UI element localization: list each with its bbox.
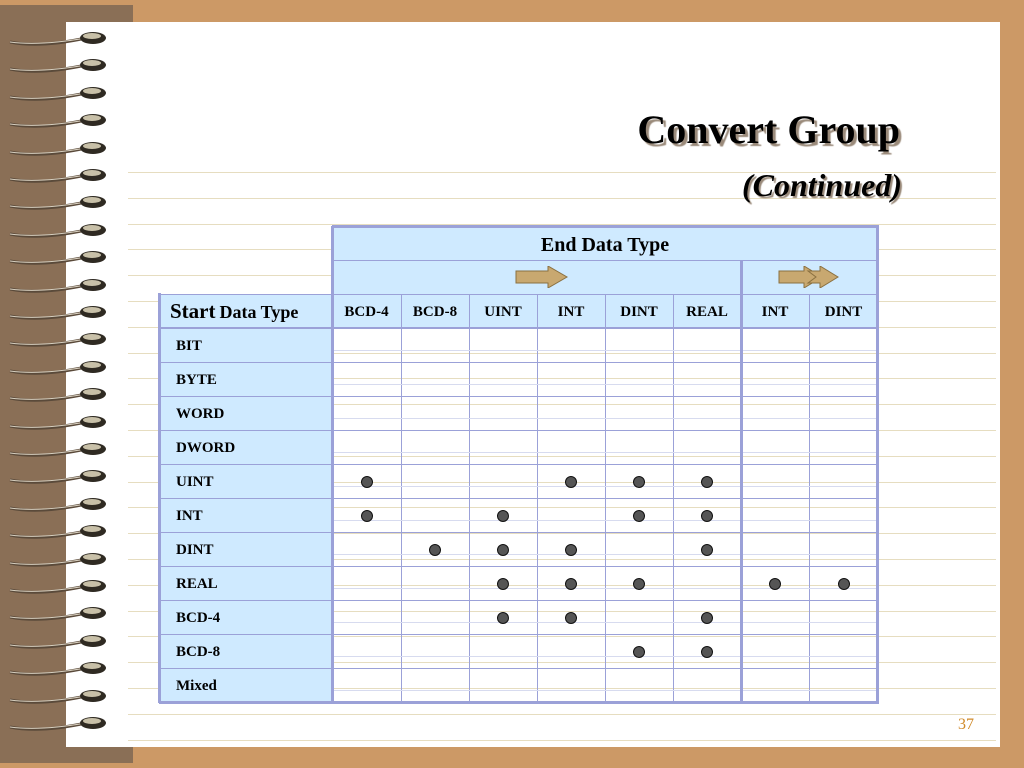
spiral-binding-icon bbox=[0, 83, 112, 105]
cell-rule bbox=[469, 486, 537, 487]
table-cell bbox=[605, 328, 674, 363]
spiral-binding-icon bbox=[0, 192, 112, 214]
cell-rule bbox=[605, 350, 673, 351]
page-subtitle: (Continued) bbox=[741, 167, 902, 203]
cell-rule bbox=[332, 622, 401, 623]
cell-rule bbox=[332, 656, 401, 657]
row-header: REAL bbox=[176, 576, 218, 592]
cell-rule bbox=[469, 350, 537, 351]
table-cell bbox=[809, 600, 879, 635]
cell-rule bbox=[673, 452, 741, 453]
table-cell bbox=[332, 328, 402, 363]
data-type-label: Data Type bbox=[219, 302, 299, 322]
cell-rule bbox=[809, 690, 878, 691]
spiral-binding-icon bbox=[0, 521, 112, 543]
spiral-binding-icon bbox=[0, 686, 112, 708]
cell-rule bbox=[741, 656, 809, 657]
cell-rule bbox=[673, 690, 741, 691]
table-cell bbox=[332, 430, 402, 465]
single-arrow-icon bbox=[515, 266, 569, 288]
row-header: DINT bbox=[176, 542, 214, 558]
cell-rule bbox=[809, 350, 878, 351]
table-border-bottom bbox=[159, 701, 879, 704]
spiral-binding-icon bbox=[0, 55, 112, 77]
table-cell bbox=[809, 328, 879, 363]
cell-rule bbox=[809, 520, 878, 521]
cell-rule bbox=[741, 690, 809, 691]
table-cell bbox=[809, 532, 879, 567]
conversion-dot bbox=[769, 578, 781, 590]
cell-rule bbox=[605, 622, 673, 623]
table-cell bbox=[537, 328, 606, 363]
table-cell bbox=[332, 532, 402, 567]
cell-rule bbox=[537, 690, 605, 691]
table-cell bbox=[401, 634, 470, 669]
cell-rule bbox=[401, 656, 469, 657]
table-cell bbox=[741, 464, 810, 499]
column-header: INT bbox=[761, 304, 789, 320]
table-cell bbox=[537, 396, 606, 431]
table-cell bbox=[469, 430, 538, 465]
cell-rule bbox=[741, 554, 809, 555]
conversion-dot bbox=[633, 578, 645, 590]
cell-rule bbox=[673, 418, 741, 419]
cell-rule bbox=[401, 588, 469, 589]
cell-rule bbox=[401, 384, 469, 385]
page-title: Convert Group bbox=[637, 107, 900, 152]
table-cell bbox=[401, 464, 470, 499]
conversion-dot bbox=[633, 476, 645, 488]
start-type-header bbox=[170, 299, 298, 324]
cell-rule bbox=[537, 418, 605, 419]
table-border-mid bbox=[331, 226, 334, 703]
cell-rule bbox=[741, 418, 809, 419]
row-header: Mixed bbox=[176, 678, 217, 694]
conversion-dot bbox=[633, 646, 645, 658]
row-header: INT bbox=[176, 508, 203, 524]
spiral-binding-icon bbox=[0, 110, 112, 132]
table-cell bbox=[401, 566, 470, 601]
table-cell bbox=[537, 668, 606, 703]
conversion-dot bbox=[701, 510, 713, 522]
cell-rule bbox=[605, 384, 673, 385]
cell-rule bbox=[605, 554, 673, 555]
spiral-binding-icon bbox=[0, 28, 112, 50]
table-cell bbox=[469, 362, 538, 397]
table-cell bbox=[809, 464, 879, 499]
spiral-binding-icon bbox=[0, 138, 112, 160]
cell-rule bbox=[332, 554, 401, 555]
table-cell bbox=[741, 328, 810, 363]
table-cell bbox=[469, 634, 538, 669]
row-header: WORD bbox=[176, 406, 225, 422]
cell-rule bbox=[741, 350, 809, 351]
table-cell bbox=[401, 498, 470, 533]
cell-rule bbox=[469, 384, 537, 385]
column-header: UINT bbox=[484, 304, 522, 320]
spiral-binding-icon bbox=[0, 302, 112, 324]
table-cell bbox=[673, 396, 742, 431]
table-cell bbox=[401, 600, 470, 635]
conversion-dot bbox=[701, 544, 713, 556]
conversion-dot bbox=[497, 612, 509, 624]
spiral-binding-icon bbox=[0, 357, 112, 379]
table-cell bbox=[401, 396, 470, 431]
cell-rule bbox=[401, 350, 469, 351]
cell-rule bbox=[401, 418, 469, 419]
table-cell bbox=[673, 430, 742, 465]
group-separator bbox=[740, 260, 743, 703]
table-cell bbox=[605, 430, 674, 465]
column-header: REAL bbox=[686, 304, 728, 320]
cell-rule bbox=[332, 384, 401, 385]
column-header: BCD-8 bbox=[412, 304, 458, 320]
cell-rule bbox=[741, 452, 809, 453]
cell-rule bbox=[809, 418, 878, 419]
row-header: BIT bbox=[176, 338, 202, 354]
spiral-binding-icon bbox=[0, 631, 112, 653]
table-cell bbox=[741, 430, 810, 465]
table-cell bbox=[605, 600, 674, 635]
table-cell bbox=[537, 430, 606, 465]
conversion-dot bbox=[497, 544, 509, 556]
cell-rule bbox=[469, 690, 537, 691]
spiral-binding-icon bbox=[0, 439, 112, 461]
row-header: BCD-8 bbox=[176, 644, 221, 660]
table-cell bbox=[809, 498, 879, 533]
cell-rule bbox=[809, 486, 878, 487]
spiral-binding-icon bbox=[0, 275, 112, 297]
cell-rule bbox=[537, 384, 605, 385]
row-header: BCD-4 bbox=[176, 610, 221, 626]
cell-rule bbox=[673, 384, 741, 385]
table-cell bbox=[332, 396, 402, 431]
table-cell bbox=[809, 668, 879, 703]
cell-rule bbox=[809, 656, 878, 657]
conversion-dot bbox=[565, 578, 577, 590]
spiral-binding-icon bbox=[0, 713, 112, 735]
spiral-binding-icon bbox=[0, 494, 112, 516]
cell-rule bbox=[401, 520, 469, 521]
conversion-dot bbox=[565, 612, 577, 624]
table-cell bbox=[469, 464, 538, 499]
table-cell bbox=[741, 600, 810, 635]
conversion-dot bbox=[701, 612, 713, 624]
spiral-binding-icon bbox=[0, 220, 112, 242]
column-header: DINT bbox=[824, 304, 863, 320]
table-cell bbox=[741, 532, 810, 567]
table-cell bbox=[537, 498, 606, 533]
table-cell bbox=[605, 668, 674, 703]
table-cell bbox=[332, 566, 402, 601]
table-border-right bbox=[876, 226, 879, 703]
conversion-dot bbox=[565, 476, 577, 488]
cell-rule bbox=[401, 622, 469, 623]
cell-rule bbox=[332, 690, 401, 691]
table-border-top bbox=[332, 225, 879, 228]
table-cell bbox=[332, 362, 402, 397]
table-cell bbox=[605, 532, 674, 567]
rule-line bbox=[128, 740, 996, 741]
conversion-dot bbox=[497, 510, 509, 522]
cell-rule bbox=[605, 418, 673, 419]
table-cell bbox=[741, 498, 810, 533]
table-border-left bbox=[158, 293, 161, 703]
table-cell bbox=[605, 396, 674, 431]
start-label: Start bbox=[170, 299, 216, 323]
spiral-binding-icon bbox=[0, 384, 112, 406]
cell-rule bbox=[537, 350, 605, 351]
conversion-dot bbox=[633, 510, 645, 522]
table-cell bbox=[809, 362, 879, 397]
conversion-dot bbox=[361, 510, 373, 522]
table-cell bbox=[469, 668, 538, 703]
table-cell bbox=[469, 396, 538, 431]
cell-rule bbox=[809, 622, 878, 623]
spiral-binding-icon bbox=[0, 247, 112, 269]
cell-rule bbox=[401, 452, 469, 453]
cell-rule bbox=[401, 486, 469, 487]
conversion-dot bbox=[701, 476, 713, 488]
table-cell bbox=[809, 634, 879, 669]
end-type-header: End Data Type bbox=[540, 234, 670, 256]
cell-rule bbox=[673, 588, 741, 589]
spiral-binding-icon bbox=[0, 412, 112, 434]
cell-rule bbox=[809, 384, 878, 385]
cell-rule bbox=[537, 452, 605, 453]
cell-rule bbox=[332, 588, 401, 589]
cell-rule bbox=[469, 452, 537, 453]
page-number: 37 bbox=[958, 716, 974, 733]
cell-rule bbox=[673, 350, 741, 351]
row-header: DWORD bbox=[176, 440, 236, 456]
table-cell bbox=[673, 328, 742, 363]
table-cell bbox=[741, 362, 810, 397]
table-cell bbox=[332, 668, 402, 703]
conversion-dot bbox=[361, 476, 373, 488]
row-header: UINT bbox=[176, 474, 214, 490]
spiral-binding-icon bbox=[0, 466, 112, 488]
conversion-dot bbox=[565, 544, 577, 556]
table-cell bbox=[673, 362, 742, 397]
column-header: INT bbox=[557, 304, 585, 320]
cell-rule bbox=[809, 452, 878, 453]
spiral-binding-icon bbox=[0, 549, 112, 571]
spiral-binding-icon bbox=[0, 576, 112, 598]
table-cell bbox=[332, 634, 402, 669]
table-cell bbox=[741, 634, 810, 669]
table-cell bbox=[401, 328, 470, 363]
spiral-binding-icon bbox=[0, 165, 112, 187]
spiral-binding-icon bbox=[0, 329, 112, 351]
cell-rule bbox=[537, 656, 605, 657]
column-header: DINT bbox=[620, 304, 658, 320]
cell-rule bbox=[605, 690, 673, 691]
cell-rule bbox=[741, 622, 809, 623]
cell-rule bbox=[401, 690, 469, 691]
conversion-dot bbox=[429, 544, 441, 556]
cell-rule bbox=[469, 418, 537, 419]
cell-rule bbox=[332, 452, 401, 453]
cell-rule bbox=[809, 554, 878, 555]
table-cell bbox=[401, 430, 470, 465]
table-cell bbox=[673, 566, 742, 601]
row-header: BYTE bbox=[176, 372, 217, 388]
conversion-dot bbox=[497, 578, 509, 590]
table-cell bbox=[673, 668, 742, 703]
cell-rule bbox=[332, 350, 401, 351]
conversion-dot bbox=[838, 578, 850, 590]
cell-rule bbox=[741, 384, 809, 385]
table-cell bbox=[401, 362, 470, 397]
rule-line bbox=[128, 714, 996, 715]
cell-rule bbox=[332, 418, 401, 419]
spiral-binding-icon bbox=[0, 658, 112, 680]
conversion-dot bbox=[701, 646, 713, 658]
table-cell bbox=[809, 430, 879, 465]
table-cell bbox=[332, 600, 402, 635]
table-cell bbox=[809, 396, 879, 431]
cell-rule bbox=[605, 452, 673, 453]
table-cell bbox=[537, 634, 606, 669]
cell-rule bbox=[741, 520, 809, 521]
spiral-binding-icon bbox=[0, 603, 112, 625]
table-cell bbox=[401, 668, 470, 703]
column-header: BCD-4 bbox=[344, 304, 389, 320]
table-cell bbox=[469, 328, 538, 363]
double-arrow-icon bbox=[778, 266, 842, 288]
table-cell bbox=[741, 396, 810, 431]
cell-rule bbox=[741, 486, 809, 487]
table-cell bbox=[605, 362, 674, 397]
cell-rule bbox=[537, 520, 605, 521]
table-cell bbox=[741, 668, 810, 703]
cell-rule bbox=[469, 656, 537, 657]
table-cell bbox=[537, 362, 606, 397]
